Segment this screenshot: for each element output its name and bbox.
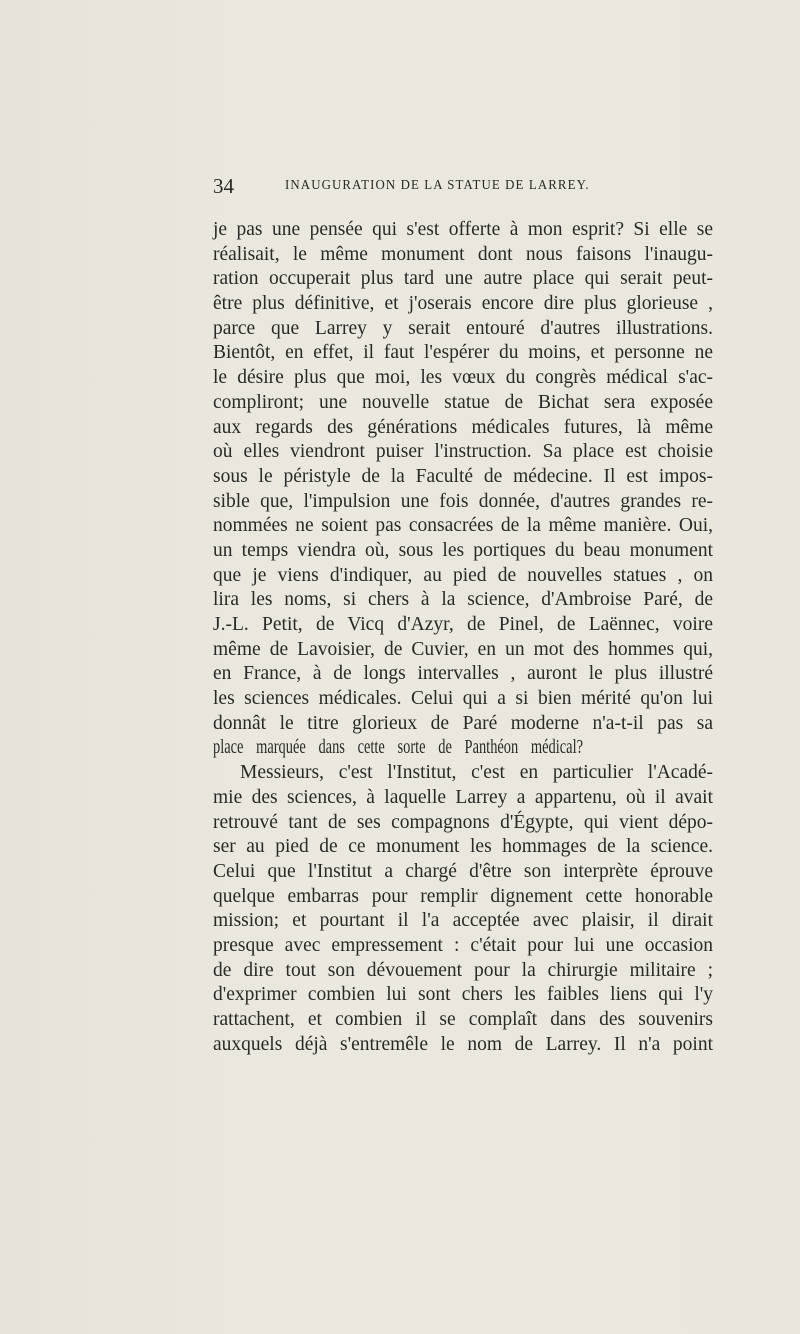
text-line [213,588,713,613]
text-line [213,983,713,1008]
text-line [213,391,713,416]
running-title: INAUGURATION DE LA STATUE DE LARREY. [285,178,590,193]
text-line [213,811,713,836]
text-line [213,1008,713,1033]
text-line-content: être plus définitive, et j'oserais encore dire plus glorieuse , [213,293,713,315]
text-line-content: quelque embarras pour remplir dignement cette honorable [213,885,713,907]
text-line [213,440,713,465]
text-line-content: réalisait, le même monument dont nous faisons l'inaugu- [213,243,713,265]
text-line [213,959,713,984]
text-line-content: même de Lavoisier, de Cuvier, en un mot des hommes qui, [213,638,713,660]
text-line-content: un temps viendra où, sous les portiques du beau monument [213,539,713,561]
text-line-content: J.-L. Petit, de Vicq d'Azyr, de Pinel, de Laënnec, voire [213,614,713,635]
text-line-content: nommées ne soient pas consacrées de la même manière. Oui, [213,515,713,537]
text-line-content: presque avec empressement : c'était pour lui une occasion [213,934,713,956]
text-line-content: place marquée dans cette sorte de Panthéon médical? [213,737,583,759]
text-line-content: mie des sciences, à laquelle Larrey a appartenu, où il avait [213,786,713,808]
text-line-content: aux regards des générations médicales futures, là même [213,416,713,438]
text-line-content: lira les noms, si chers à la science, d'Ambroise Paré, de [213,589,713,611]
text-line [213,909,713,934]
text-line [213,267,713,292]
text-line-content: où elles viendront puiser l'instruction. Sa place est choisie [213,441,713,463]
text-line-content: le désire plus que moi, les vœux du congrès médical s'ac- [213,367,713,389]
text-line [213,490,713,515]
text-line-content: sous le péristyle de la Faculté de médecine. Il est impos- [213,465,713,487]
text-line [213,736,713,761]
text-line [213,835,713,860]
text-line [213,317,713,342]
text-line-content: Messieurs, c'est l'Institut, c'est en particulier l'Acadé- [240,762,713,784]
text-line [213,218,713,243]
text-line-content: rattachent, et combien il se complaît dans des souvenirs [213,1009,713,1030]
text-line-content: ration occuperait plus tard une autre place qui serait peut- [213,268,713,290]
text-line-content: mission; et pourtant il l'a acceptée avec plaisir, il dirait [213,910,713,932]
text-line-content: parce que Larrey y serait entouré d'autres illustrations. [213,317,713,339]
text-line [213,539,713,564]
page-header [213,174,713,204]
text-line-content: de dire tout son dévouement pour la chirurgie militaire ; [213,959,713,981]
text-line [213,1033,713,1058]
text-line [213,416,713,441]
text-line-content: Celui que l'Institut a chargé d'être son interprète éprouve [213,860,713,882]
text-line [213,638,713,663]
text-line-content: retrouvé tant de ses compagnons d'Égypte, qui vient dépo- [213,811,713,833]
text-line [213,786,713,811]
text-line [213,860,713,885]
text-line-content: en France, à de longs intervalles , auront le plus illustré [213,663,713,685]
text-line [213,243,713,268]
text-line [213,514,713,539]
text-line [213,934,713,959]
text-line-content: ser au pied de ce monument les hommages de la science. [213,836,713,858]
text-line [213,292,713,317]
text-line-content: Bientôt, en effet, il faut l'espérer du moins, et personne ne [213,342,713,364]
page-number: 34 [213,174,234,198]
text-line-content: les sciences médicales. Celui qui a si bien mérité qu'on lui [213,688,713,710]
text-line [213,662,713,687]
text-line [213,712,713,737]
text-line-content: sible que, l'impulsion une fois donnée, d'autres grandes re- [213,490,713,512]
text-line-content: donnât le titre glorieux de Paré moderne n'a-t-il pas sa [213,712,713,734]
text-line-content: compliront; une nouvelle statue de Bichat sera exposée [213,391,713,413]
text-line [213,341,713,366]
text-line [213,761,713,786]
text-line-content: d'exprimer combien lui sont chers les faibles liens qui l'y [213,984,713,1006]
text-line [213,687,713,712]
text-line [213,366,713,391]
text-line [213,564,713,589]
text-line-content: que je viens d'indiquer, au pied de nouvelles statues , on [213,564,713,586]
text-line-content: auxquels déjà s'entremêle le nom de Larrey. Il n'a point [213,1033,713,1055]
text-line-content: je pas une pensée qui s'est offerte à mon esprit? Si elle se [213,219,713,240]
text-line [213,465,713,490]
text-line [213,613,713,638]
body-text [213,218,713,1057]
text-line [213,885,713,910]
